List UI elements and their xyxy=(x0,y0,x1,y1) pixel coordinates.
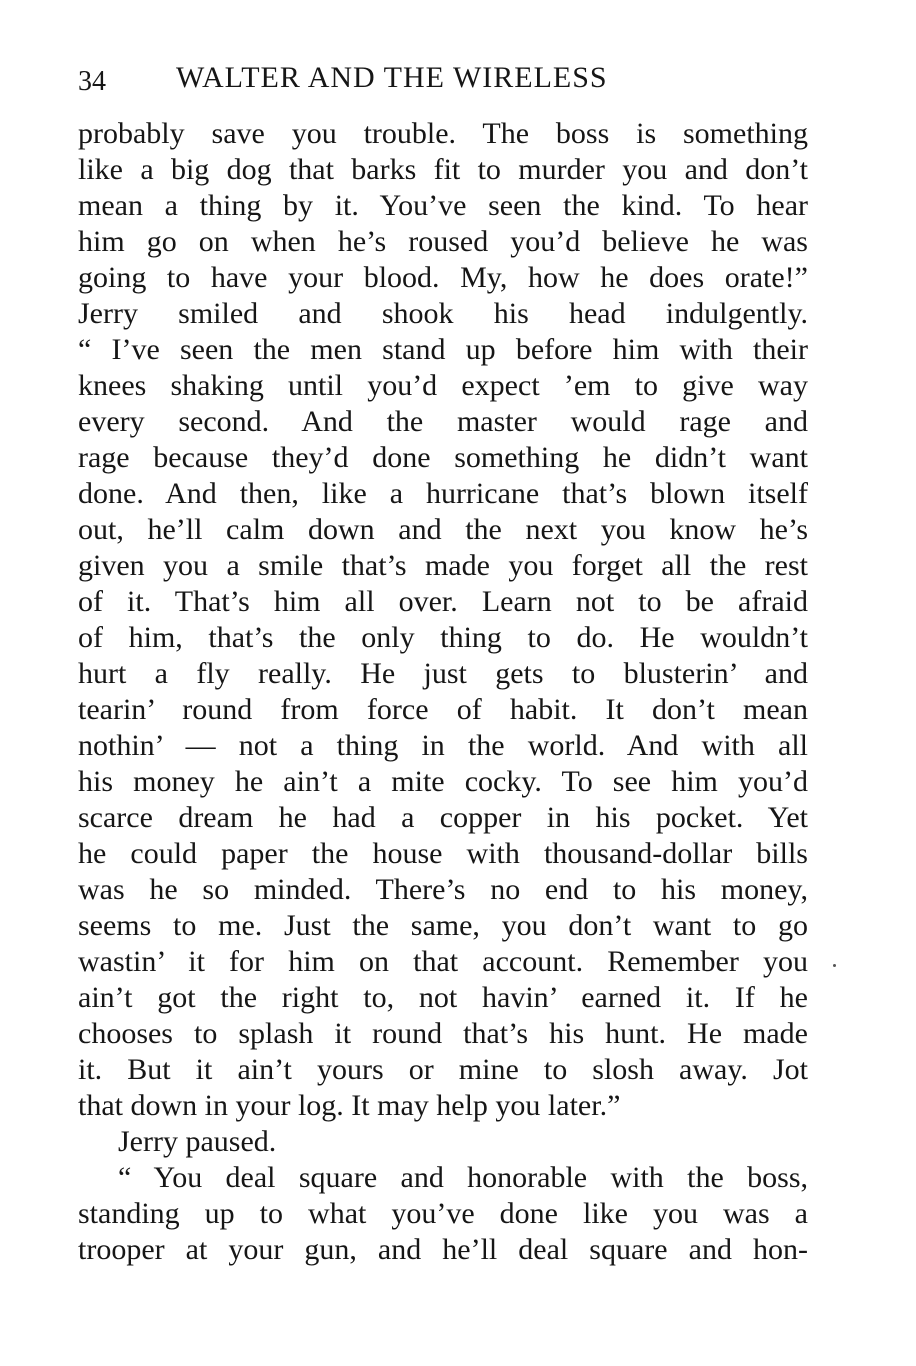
text-line: going to have your blood. My, how he does orate!” xyxy=(78,261,808,294)
text-line: hurt a fly really. He just gets to blusterin’ and xyxy=(78,657,808,690)
text-line: nothin’ — not a thing in the world. And with all xyxy=(78,729,808,762)
text-line: tearin’ round from force of habit. It don’t mean xyxy=(78,693,808,726)
text-line: of him, that’s the only thing to do. He wouldn’t xyxy=(78,621,808,654)
text-line: seems to me. Just the same, you don’t want to go xyxy=(78,909,808,942)
text-line: out, he’ll calm down and the next you know he’s xyxy=(78,513,808,546)
text-line: it. But it ain’t yours or mine to slosh away. Jot xyxy=(78,1053,808,1086)
text-line: standing up to what you’ve done like you was a xyxy=(78,1197,808,1230)
running-title: WALTER AND THE WIRELESS xyxy=(176,61,608,94)
text-line: chooses to splash it round that’s his hunt. He made xyxy=(78,1017,808,1050)
text-line: was he so minded. There’s no end to his money, xyxy=(78,873,808,906)
text-line: mean a thing by it. You’ve seen the kind. To hear xyxy=(78,189,808,222)
text-line: given you a smile that’s made you forget all the rest xyxy=(78,549,808,582)
stray-ink-mark xyxy=(833,964,836,967)
page-number: 34 xyxy=(78,66,106,97)
text-line: ain’t got the right to, not havin’ earned it. If he xyxy=(78,981,808,1014)
text-line: trooper at your gun, and he’ll deal square and hon- xyxy=(78,1233,808,1266)
text-line: that down in your log. It may help you later.” xyxy=(78,1089,621,1122)
body-text xyxy=(78,116,808,1268)
text-line: his money he ain’t a mite cocky. To see him you’d xyxy=(78,765,808,798)
text-line: rage because they’d done something he didn’t want xyxy=(78,441,808,474)
text-line: done. And then, like a hurricane that’s blown itself xyxy=(78,477,808,510)
text-line: Jerry smiled and shook his head indulgently. xyxy=(78,297,808,330)
text-line: knees shaking until you’d expect ’em to give way xyxy=(78,369,808,402)
text-line: scarce dream he had a copper in his pocket. Yet xyxy=(78,801,808,834)
text-line: “ I’ve seen the men stand up before him with their xyxy=(78,333,808,366)
text-line: he could paper the house with thousand-dollar bills xyxy=(78,837,808,870)
text-line: wastin’ it for him on that account. Remember you xyxy=(78,945,808,978)
text-line: “ You deal square and honorable with the boss, xyxy=(118,1161,808,1194)
text-line: every second. And the master would rage and xyxy=(78,405,808,438)
text-line: probably save you trouble. The boss is something xyxy=(78,117,808,150)
text-line: like a big dog that barks fit to murder you and don’t xyxy=(78,153,808,186)
text-line: of it. That’s him all over. Learn not to be afraid xyxy=(78,585,808,618)
text-line: him go on when he’s roused you’d believe he was xyxy=(78,225,808,258)
text-line: Jerry paused. xyxy=(118,1125,277,1158)
running-head xyxy=(78,58,808,98)
